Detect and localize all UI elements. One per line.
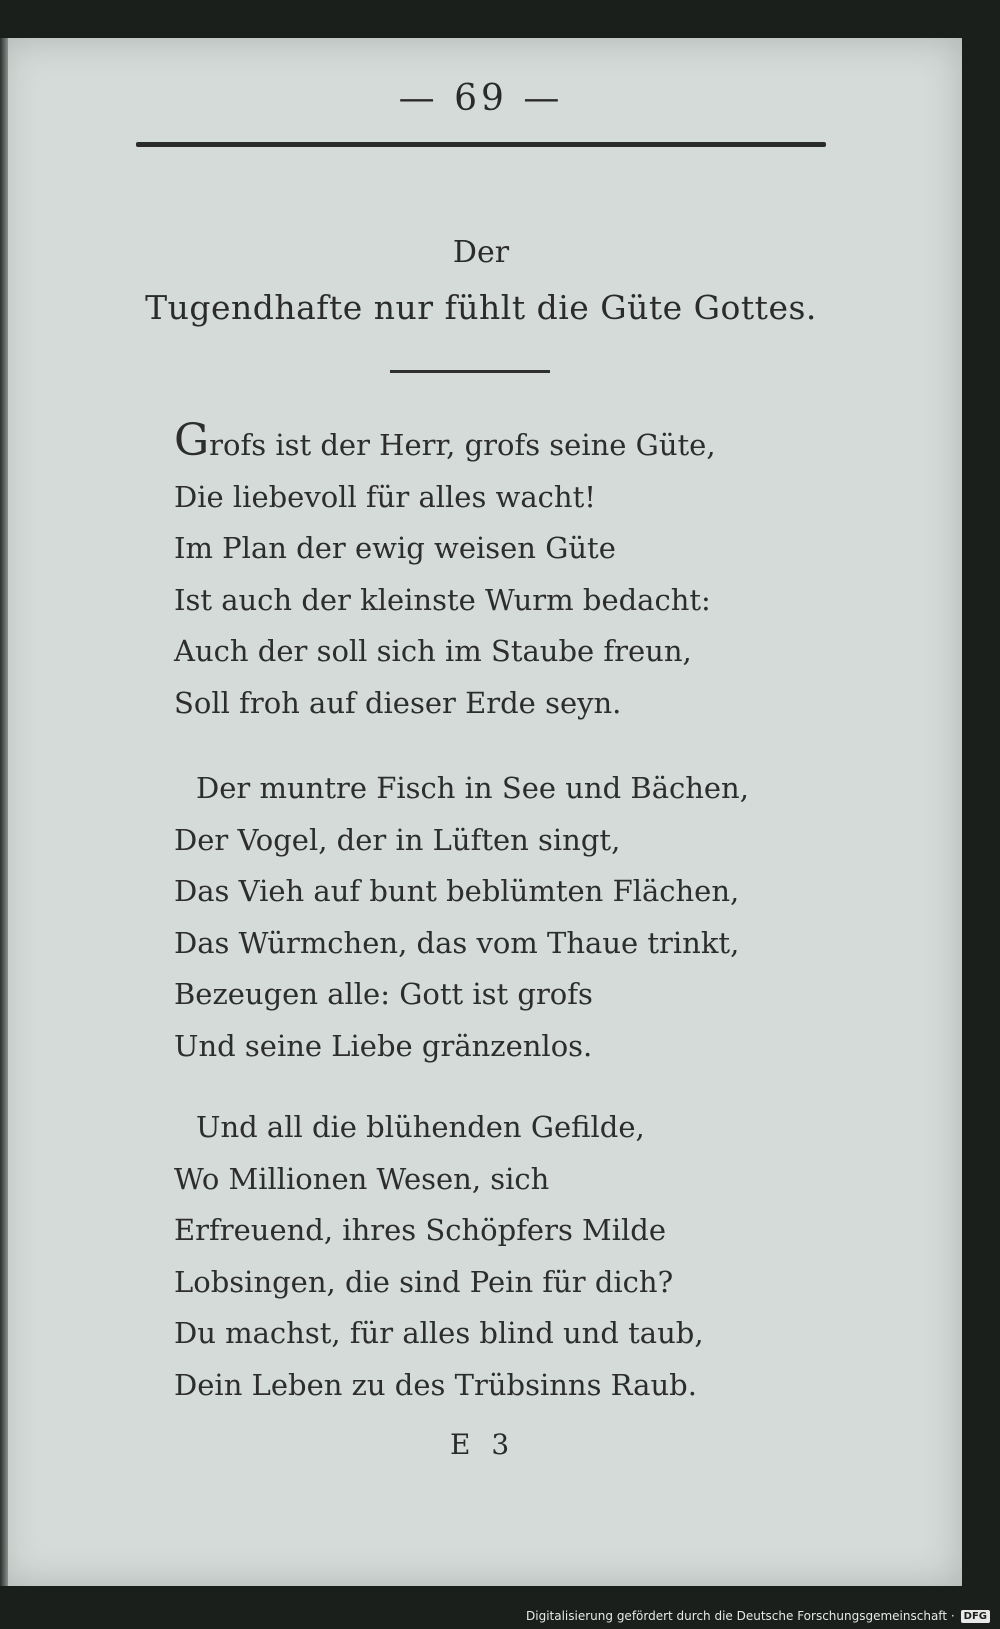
stanza-2 (174, 763, 834, 1072)
stanza-1-line-6: Soll froh auf dieser Erde seyn. (174, 685, 622, 720)
stanza-1-line-1-text: rofs ist der Herr, grofs seine Güte, (209, 428, 716, 462)
stanza-1-line-2: Die liebevoll für alles wacht! (174, 479, 596, 514)
stanza-3-line-6: Dein Leben zu des Trübsinns Raub. (174, 1367, 697, 1402)
stanza-2-line-1: Der muntre Fisch in See und Bächen, (196, 771, 749, 805)
stanza-2-line-6: Und seine Liebe gränzenlos. (174, 1028, 593, 1063)
stanza-2-line-2: Der Vogel, der in Lüften singt, (174, 822, 621, 857)
stanza-3-line-2: Wo Millionen Wesen, sich (174, 1161, 550, 1196)
stanza-1-line-1 (174, 415, 834, 472)
stanza-2-line-3: Das Vieh auf bunt beblümten Flächen, (174, 874, 740, 908)
stanza-2-line-4: Das Würmchen, das vom Thaue trinkt, (174, 925, 740, 960)
book-page (0, 38, 962, 1586)
stanza-1-line-4: Ist auch der kleinste Wurm bedacht: (174, 582, 711, 617)
stanza-1-line-3: Im Plan der ewig weisen Güte (174, 531, 616, 565)
stanza-2-line-5: Bezeugen alle: Gott ist grofs (174, 977, 593, 1011)
digitization-footer (526, 1609, 990, 1623)
dfg-logo-icon: DFG (961, 1610, 990, 1623)
stanza-1-line-5: Auch der soll sich im Staube freun, (174, 634, 692, 668)
header-rule (136, 142, 826, 147)
stanza-3-line-3: Erfreuend, ihres Schöpfers Milde (174, 1213, 667, 1247)
title-line-1: Der (452, 235, 510, 270)
page-edge (0, 38, 8, 1586)
stanza-3-line-1: Und all die blühenden Gefilde, (196, 1110, 645, 1144)
stanza-3-line-5: Du machst, für alles blind und taub, (174, 1316, 704, 1350)
stanza-3 (174, 1102, 834, 1411)
printer-signature: E 3 (450, 1428, 516, 1461)
stanza-1 (174, 415, 834, 729)
title-rule (390, 370, 550, 373)
page-number: — 69 — (398, 78, 564, 119)
title-line-2: Tugendhafte nur fühlt die Güte Gottes. (145, 288, 817, 327)
stanza-3-line-4: Lobsingen, die sind Pein für dich? (174, 1264, 674, 1299)
drop-cap: G (174, 415, 210, 466)
footer-text: Digitalisierung gefördert durch die Deutsche Forschungsgemeinschaft · (526, 1609, 955, 1623)
